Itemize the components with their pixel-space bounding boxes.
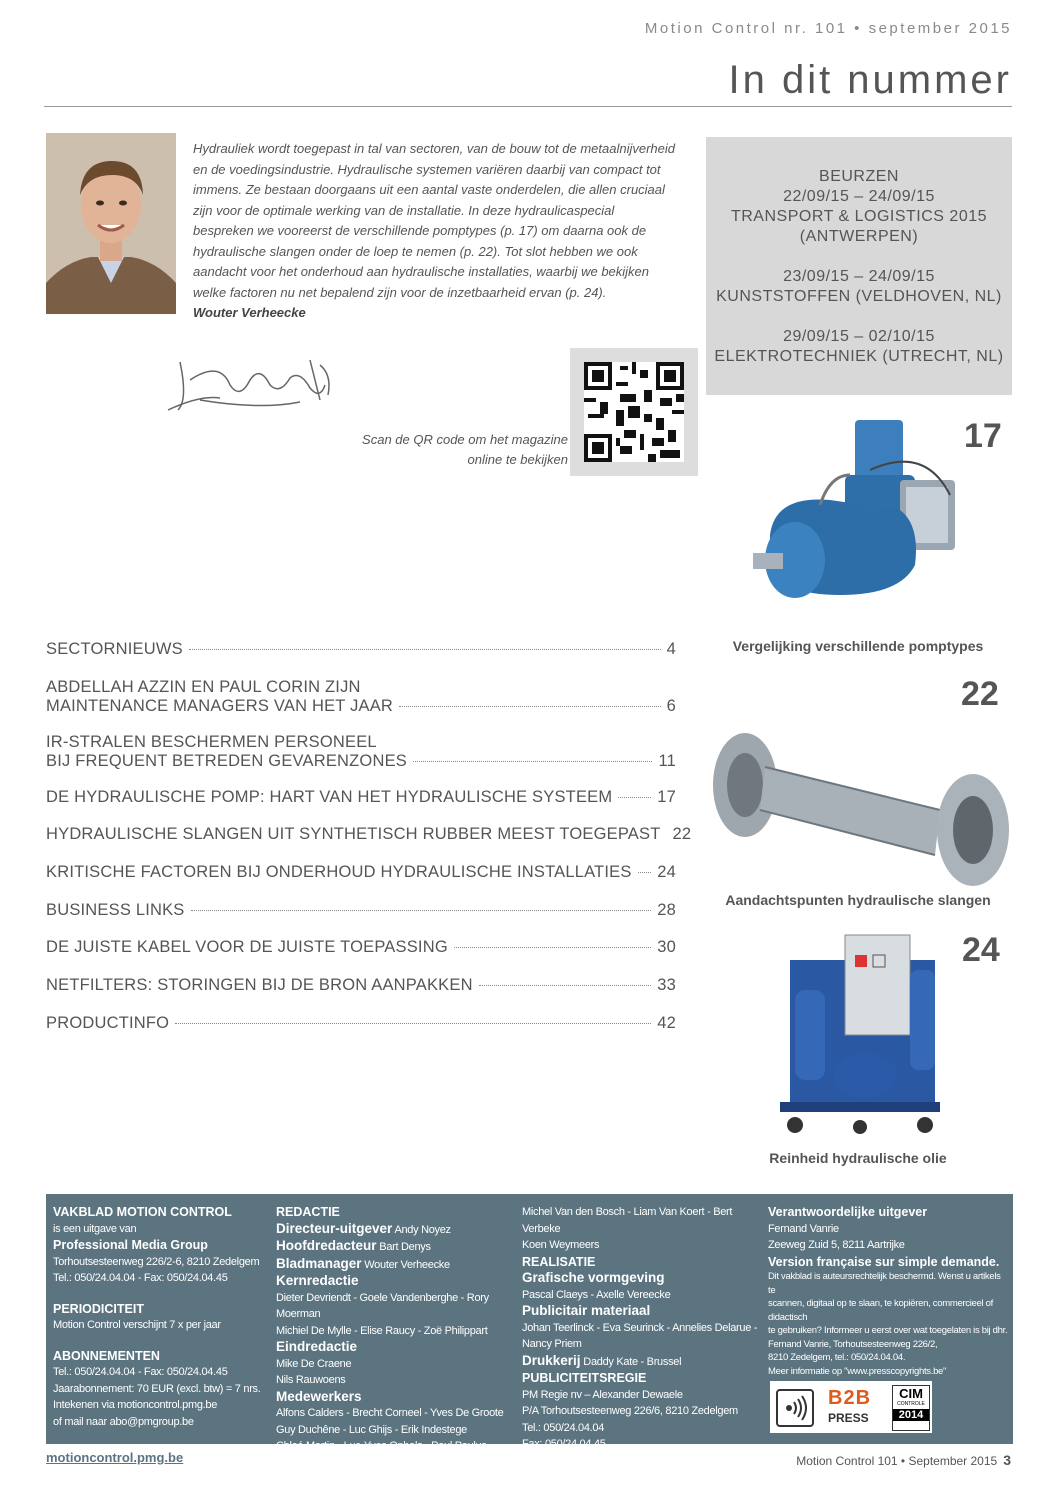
qr-caption: Scan de QR code om het magazine online te bekijken (362, 432, 568, 467)
event-item: 23/09/15 – 24/09/15 KUNSTSTOFFEN (VELDHOVEN, NL) (716, 268, 1002, 305)
b2b-logo: B2B (828, 1387, 872, 1409)
website-link[interactable]: motioncontrol.pmg.be (46, 1450, 184, 1465)
colophon (46, 1194, 1013, 1452)
press-copyright-icon (776, 1389, 814, 1427)
event-item: BEURZEN 22/09/15 – 24/09/15 TRANSPORT & LOGISTICS 2015 (ANTWERPEN) (730, 168, 988, 245)
qr-code[interactable] (570, 348, 698, 476)
toc-item[interactable]: PRODUCTINFO 42 (46, 1014, 676, 1032)
toc-item[interactable]: KRITISCHE FACTOREN BIJ ONDERHOUD HYDRAULISCHE INSTALLATIES 24 (46, 863, 676, 881)
certification-logos (770, 1381, 932, 1433)
feature-caption: Vergelijking verschillende pomptypes (732, 638, 984, 654)
filter-unit-image (775, 930, 945, 1140)
editor-photo (46, 133, 176, 314)
colophon-col-production: Michel Van den Bosch - Liam Van Koert - Bert Verbeke Koen Weymeers REALISATIE Grafische vormgeving Pascal Claeys - Axelle Vereecke Publicitair materiaal Johan Teerlinck - Eva Seurinck - Annelies Delarue - Nancy Priem Drukkerij Daddy Kate - Brussel PUBLICITEITSREGIE PM Regie nv – Alexander Dewaele P/A Torhoutsesteenweg 226/6, 8210 Zedelgem Tel.: 050/24.04.04 Fax: 050/24.04.45 (522, 1206, 758, 1450)
signature-image (160, 340, 340, 420)
feature-page-17: 17 (964, 417, 1002, 455)
press-logo: PRESS (828, 1411, 869, 1425)
feature-page-24: 24 (962, 931, 1000, 969)
feature-page-22: 22 (961, 675, 999, 713)
feature-caption: Reinheid hydraulische olie (769, 1150, 947, 1166)
toc-item[interactable]: IR-STRALEN BESCHERMEN PERSONEEL BIJ FREQUENT BETREDEN GEVARENZONES 11 (46, 733, 676, 770)
toc-item[interactable]: DE JUISTE KABEL VOOR DE JUISTE TOEPASSING 30 (46, 938, 676, 956)
page-number: 3 (1003, 1452, 1011, 1468)
toc-item[interactable]: ABDELLAH AZZIN EN PAUL CORIN ZIJN MAINTENANCE MANAGERS VAN HET JAAR 6 (46, 678, 676, 715)
colophon-col-editorial: REDACTIE Directeur-uitgever Andy Noyez Hoofdredacteur Bart Denys Bladmanager Wouter Verheecke Kernredactie Dieter Devriendt - Goele Vandenberghe - Rory Moerman Michiel De Mylle - Elise Raucy - Zoë Philippart Eindredactie Mike De Craene Nils Rauwoens Medewerkers Alfons Calders - Brecht Corneel - Yves De Groote Guy Duchêne - Luc Ghijs - Erik Indestege Chloé Martin - Luc-Yves Ophals - Paul Paulus (276, 1205, 504, 1452)
editorial-text: Hydrauliek wordt toegepast in tal van sectoren, van de bouw tot de metaalnijverheid en de voedingsindustrie. Hydraulische systemen variëren daarbij van compact tot immens. Ze bestaan doorgaans uit een aantal vaste onderdelen, die allen cruciaal zijn voor de optimale werking van de installatie. In deze hydraulicaspecial bespreken we vooreerst de verschillende pomptypes (p. 17) om daarna ook de hydraulische slangen onder de loep te nemen (p. 22). Tot slot hebben we ook aandacht voor het onderhoud aan hydraulische installaties, waarbij we bekijken welke factoren nu net bepalend zijn voor de inzetbaarheid ervan (p. 24). (193, 141, 676, 300)
toc-item[interactable]: DE HYDRAULISCHE POMP: HART VAN HET HYDRAULISCHE SYSTEEM 17 (46, 788, 676, 806)
page-footer (796, 1452, 1011, 1468)
page-title: In dit nummer (728, 58, 1012, 102)
toc-item[interactable]: SECTORNIEUWS 4 (46, 640, 676, 658)
cim-logo: CIM CONTROLE 2014 (892, 1385, 930, 1431)
events-box (706, 137, 1012, 395)
pump-image (750, 415, 965, 615)
header-divider (44, 106, 1012, 107)
hose-image (705, 715, 1013, 887)
event-item: 29/09/15 – 02/10/15 ELEKTROTECHNIEK (UTRECHT, NL) (714, 328, 1004, 365)
footer-issue: Motion Control 101 • September 2015 (796, 1454, 998, 1468)
editorial-intro (193, 139, 678, 324)
issue-line: Motion Control nr. 101 • september 2015 (644, 20, 1012, 37)
toc-item[interactable]: NETFILTERS: STORINGEN BIJ DE BRON AANPAKKEN 33 (46, 976, 676, 994)
colophon-col-responsible: Verantwoordelijke uitgever Fernand Vanrie Zeeweg Zuid 5, 8211 Aartrijke Version française sur simple demande. Dit vakblad is auteursrechtelijk beschermd. Wenst u artikels te scannen, digitaal op te slaan, te kopiëren, commercieel of didactisch te gebruiken? Informeer u eerst over wat toegelaten is bij dhr. Fernand Vanrie, Torhoutsesteenweg 226/2, 8210 Zedelgem, tel.: 050/24.04.04. Meer informatie op "www.presscopyrights.be" (768, 1205, 1008, 1377)
qr-code-icon (584, 362, 684, 462)
colophon-col-publisher: VAKBLAD MOTION CONTROL is een uitgave van Professional Media Group Torhoutsesteenweg 226/2-6, 8210 Zedelgem Tel.: 050/24.04.04 - Fax: 050/24.04.45 PERIODICITEIT Motion Control verschijnt 7 x per jaar ABONNEMENTEN Tel.: 050/24.04.04 - Fax: 050/24.04.45 Jaarabonnement: 70 EUR (excl. btw) = 7 nrs. Intekenen via motioncontrol.pmg.be of mail naar abo@pmgroup.be (53, 1205, 261, 1428)
toc-item[interactable]: BUSINESS LINKS 28 (46, 901, 676, 919)
editorial-author: Wouter Verheecke (193, 305, 306, 320)
feature-caption: Aandachtspunten hydraulische slangen (725, 892, 991, 908)
toc-item[interactable]: HYDRAULISCHE SLANGEN UIT SYNTHETISCH RUBBER MEEST TOEGEPAST 22 (46, 825, 692, 843)
